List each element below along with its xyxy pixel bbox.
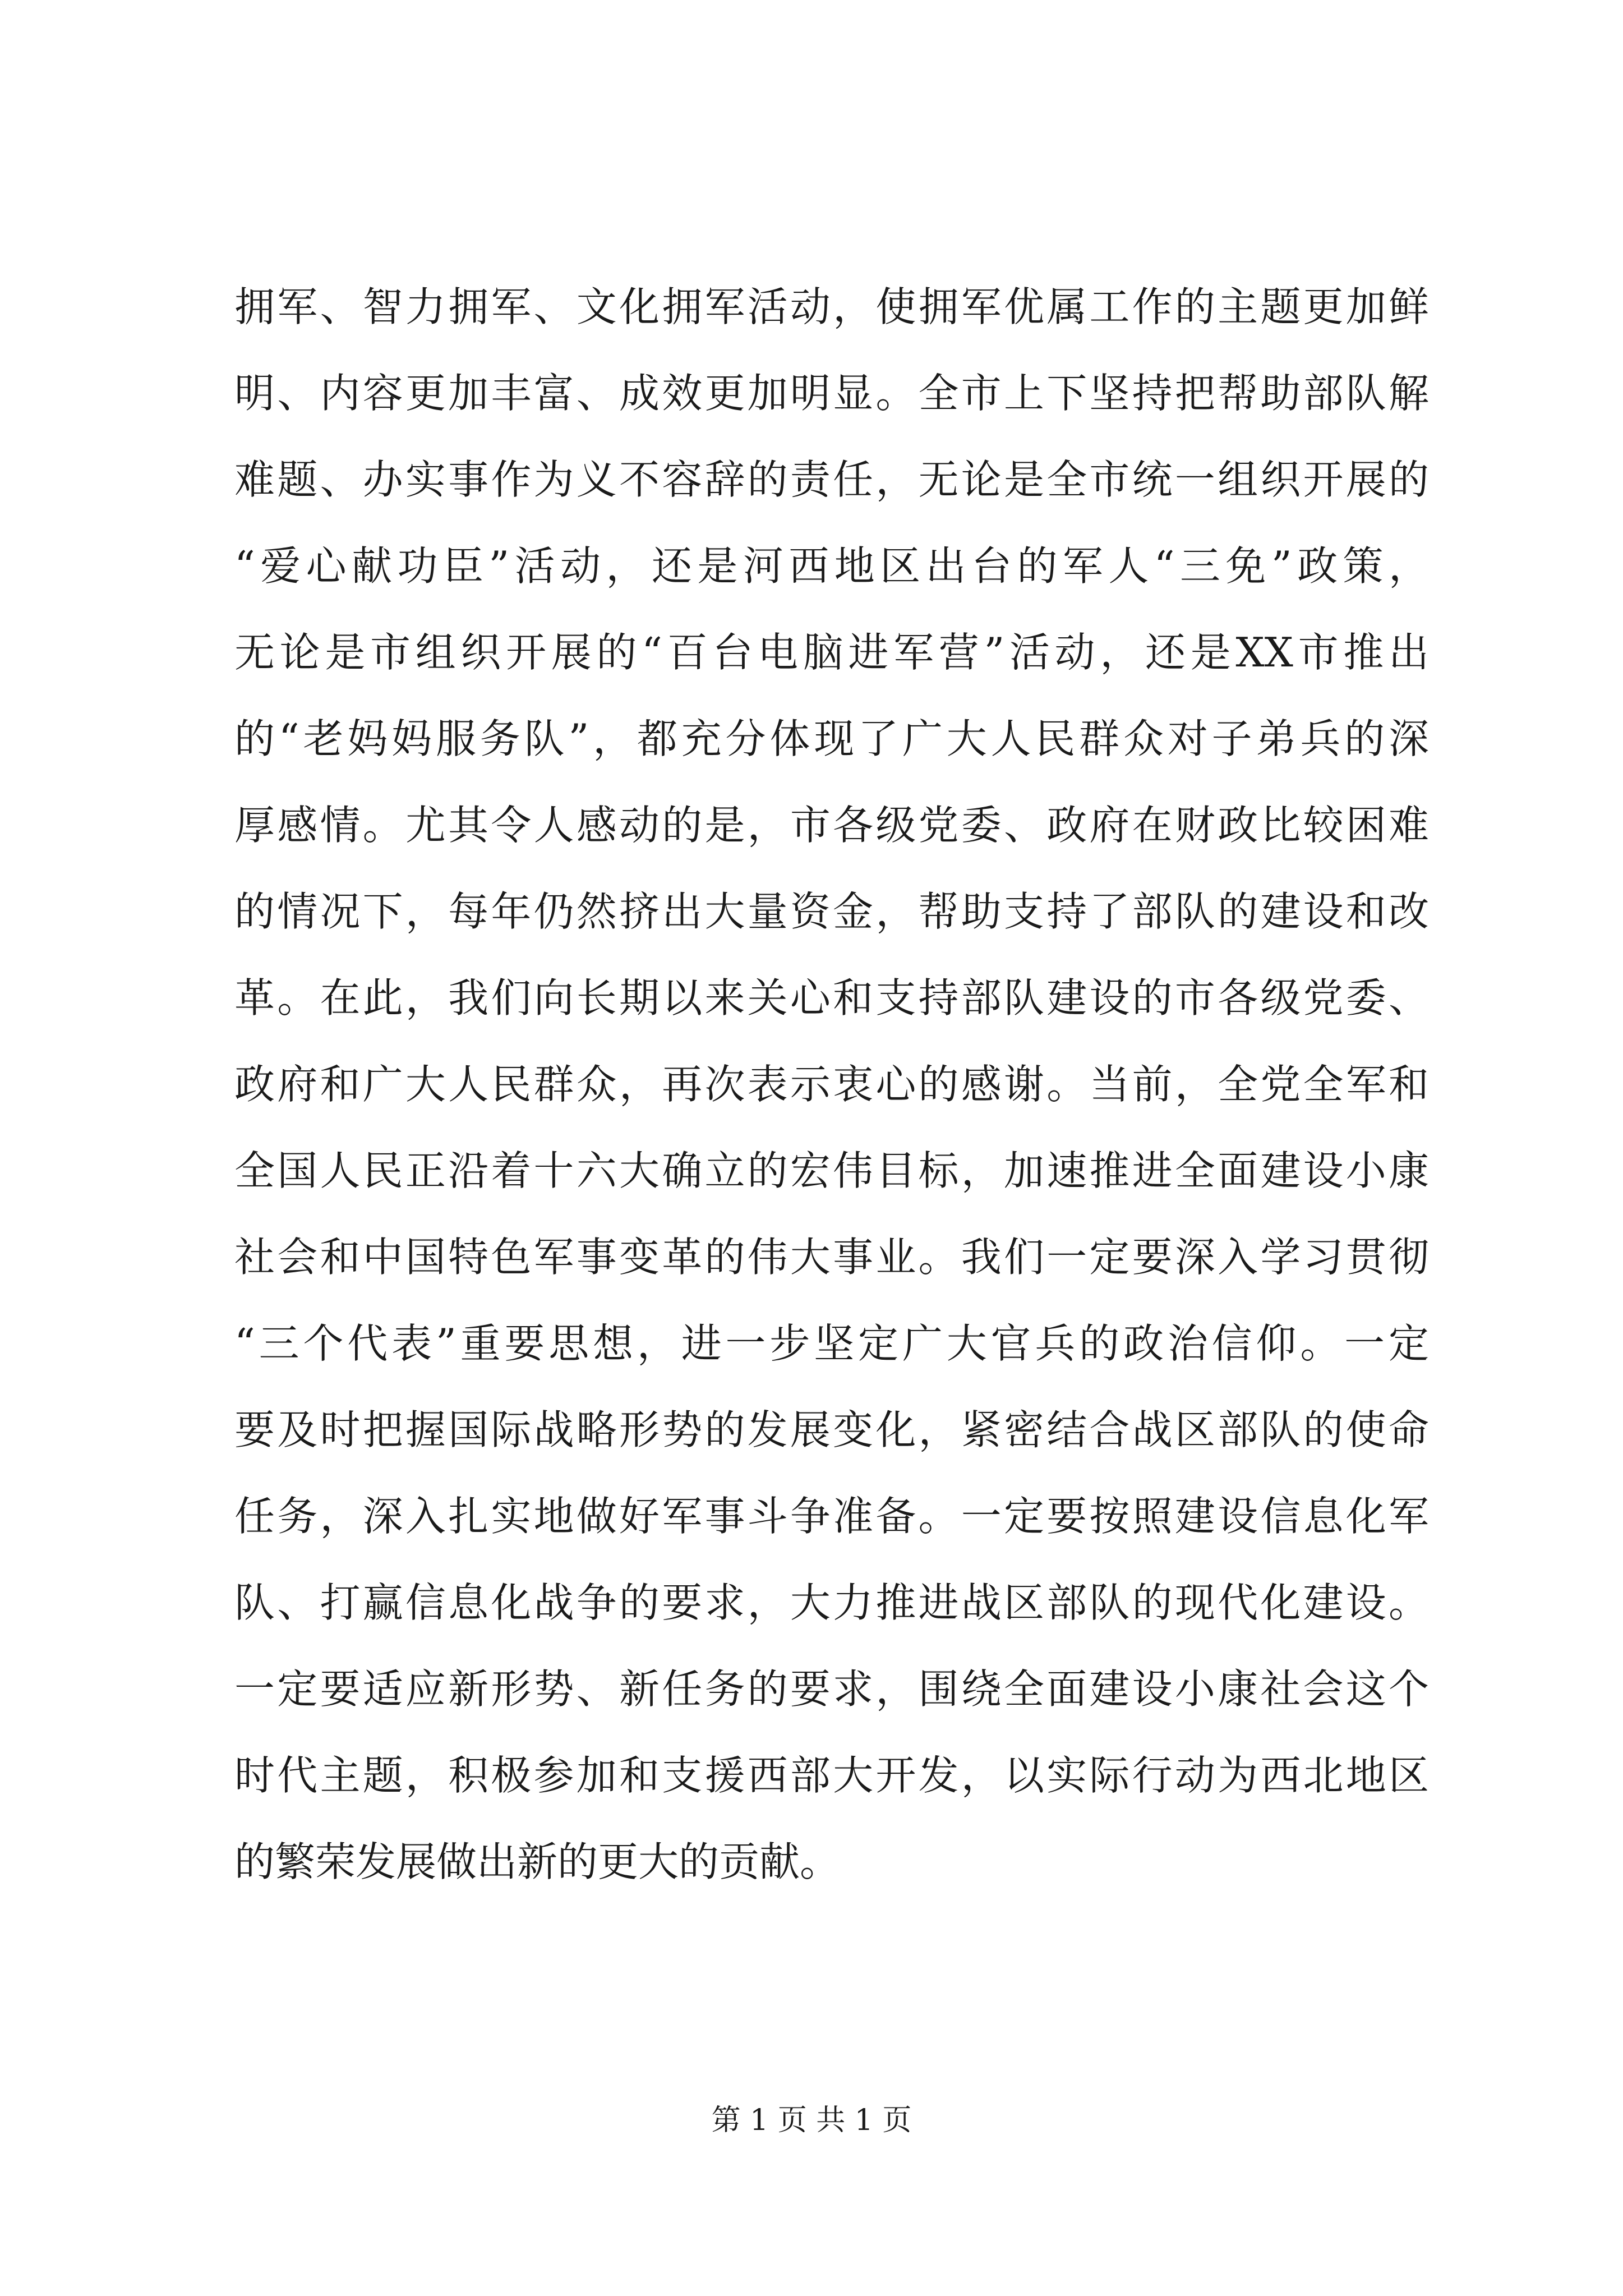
text-line-15: 任务，深入扎实地做好军事斗争准备。一定要按照建设信息化军: [234, 1493, 1429, 1540]
text-line-13: “三个代表”重要思想，进一步坚定广大官兵的政治信仰。一定: [234, 1320, 1429, 1367]
text-line-7: 厚感情。尤其令人感动的是，市各级党委、政府在财政比较困难: [234, 802, 1429, 849]
text-line-18: 时代主题，积极参加和支援西部大开发，以实际行动为西北地区: [234, 1752, 1429, 1799]
page-footer: [0, 2098, 1623, 2143]
body-paragraph: [234, 264, 1429, 1905]
text-line-1: 拥军、智力拥军、文化拥军活动，使拥军优属工作的主题更加鲜: [234, 283, 1429, 330]
text-line-19: 的繁荣发展做出新的更大的贡献。: [234, 1838, 841, 1885]
text-line-4: “爱心献功臣”活动，还是河西地区出台的军人“三免”政策，: [234, 542, 1429, 590]
text-line-5: 无论是市组织开展的“百台电脑进军营”活动，还是XX市推出: [234, 629, 1429, 676]
text-line-10: 政府和广大人民群众，再次表示衷心的感谢。当前，全党全军和: [234, 1061, 1429, 1108]
text-line-17: 一定要适应新形势、新任务的要求，围绕全面建设小康社会这个: [234, 1665, 1429, 1713]
text-line-12: 社会和中国特色军事变革的伟大事业。我们一定要深入学习贯彻: [234, 1234, 1429, 1281]
text-line-8: 的情况下，每年仍然挤出大量资金，帮助支持了部队的建设和改: [234, 888, 1429, 935]
text-line-14: 要及时把握国际战略形势的发展变化，紧密结合战区部队的使命: [234, 1406, 1429, 1453]
page-number: 第 1 页 共 1 页: [711, 2104, 912, 2137]
text-line-16: 队、打赢信息化战争的要求，大力推进战区部队的现代化建设。: [234, 1579, 1429, 1626]
text-line-9: 革。在此，我们向长期以来关心和支持部队建设的市各级党委、: [234, 974, 1429, 1022]
text-line-2: 明、内容更加丰富、成效更加明显。全市上下坚持把帮助部队解: [234, 370, 1429, 417]
text-line-3: 难题、办实事作为义不容辞的责任，无论是全市统一组织开展的: [234, 456, 1429, 503]
text-line-6: 的“老妈妈服务队”，都充分体现了广大人民群众对子弟兵的深: [234, 715, 1429, 762]
text-line-11: 全国人民正沿着十六大确立的宏伟目标，加速推进全面建设小康: [234, 1147, 1429, 1194]
